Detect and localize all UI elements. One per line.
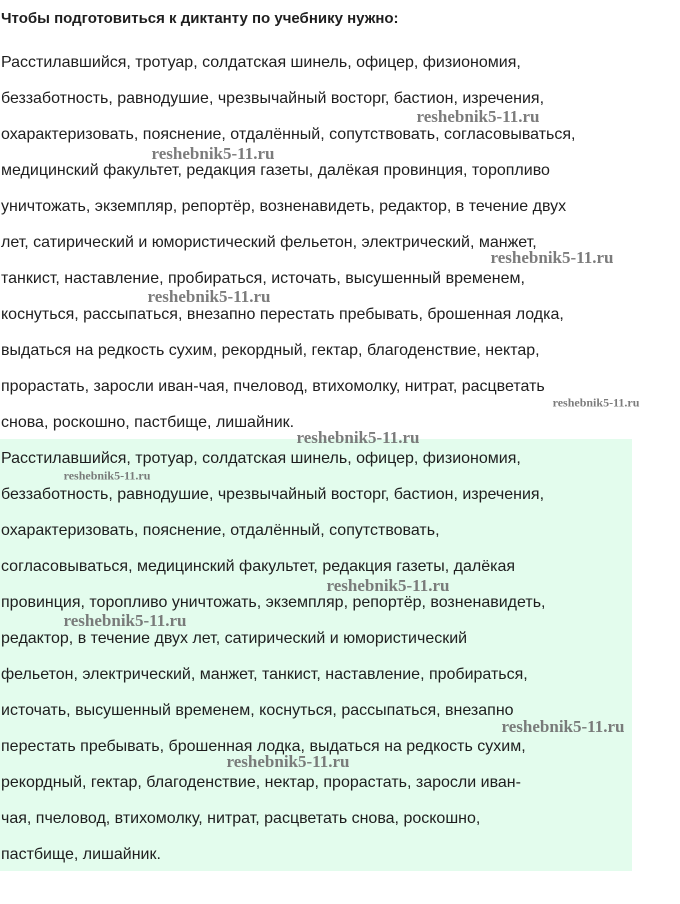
- text-line: беззаботность, равнодушие, чрезвычайный восторг, бастион, изречения,: [1, 486, 545, 503]
- watermark-text: reshebnik5-11.ru: [226, 752, 350, 771]
- watermark-text: reshebnik5-11.ru: [147, 287, 271, 306]
- text-line: снова, роскошно, пастбище, лишайник.: [1, 414, 295, 431]
- text-line: коснуться, рассыпаться, внезапно перестать пребывать, брошенная лодка,: [1, 306, 564, 323]
- text-line: уничтожать, экземпляр, репортёр, возненавидеть, редактор, в течение двух: [1, 198, 567, 215]
- text-line: редактор, в течение двух лет, сатирический и юмористический: [1, 630, 468, 647]
- text-line: охарактеризовать, пояснение, отдалённый, сопутствовать, согласовываться,: [1, 126, 576, 143]
- text-line: пастбище, лишайник.: [1, 846, 161, 863]
- text-line: лет, сатирический и юмористический фельетон, электрический, манжет,: [1, 234, 537, 251]
- watermark-text: reshebnik5-11.ru: [63, 468, 151, 483]
- watermark-text: reshebnik5-11.ru: [326, 576, 450, 595]
- text-line: прорастать, заросли иван-чая, пчеловод, втихомолку, нитрат, расцветать: [1, 378, 545, 395]
- text-line: провинция, торопливо уничтожать, экземпляр, репортёр, возненавидеть,: [1, 594, 546, 611]
- text-line: медицинский факультет, редакция газеты, далёкая провинция, торопливо: [1, 162, 550, 179]
- text-line: перестать пребывать, брошенная лодка, выдаться на редкость сухим,: [1, 738, 526, 755]
- watermark-text: reshebnik5-11.ru: [151, 144, 275, 163]
- watermark-text: reshebnik5-11.ru: [501, 717, 625, 736]
- text-line: танкист, наставление, пробираться, источать, высушенный временем,: [1, 270, 525, 287]
- text-line: Расстилавшийся, тротуар, солдатская шинель, офицер, физиономия,: [1, 450, 521, 467]
- watermark-text: reshebnik5-11.ru: [63, 611, 187, 630]
- page-heading: Чтобы подготовиться к диктанту по учебнику нужно:: [1, 10, 399, 27]
- watermark-text: reshebnik5-11.ru: [552, 395, 640, 410]
- text-line: выдаться на редкость сухим, рекордный, гектар, благоденствие, нектар,: [1, 342, 540, 359]
- text-line: Расстилавшийся, тротуар, солдатская шинель, офицер, физиономия,: [1, 54, 521, 71]
- text-line: согласовываться, медицинский факультет, редакция газеты, далёкая: [1, 558, 516, 575]
- text-line: беззаботность, равнодушие, чрезвычайный восторг, бастион, изречения,: [1, 90, 545, 107]
- text-line: источать, высушенный временем, коснуться, рассыпаться, внезапно: [1, 702, 514, 719]
- text-line: фельетон, электрический, манжет, танкист, наставление, пробираться,: [1, 666, 528, 683]
- watermark-text: reshebnik5-11.ru: [490, 248, 614, 267]
- watermark-text: reshebnik5-11.ru: [416, 107, 540, 126]
- text-line: охарактеризовать, пояснение, отдалённый, сопутствовать,: [1, 522, 440, 539]
- watermark-text: reshebnik5-11.ru: [296, 428, 420, 447]
- text-line: чая, пчеловод, втихомолку, нитрат, расцветать снова, роскошно,: [1, 810, 481, 827]
- text-line: рекордный, гектар, благоденствие, нектар, прорастать, заросли иван-: [1, 774, 521, 791]
